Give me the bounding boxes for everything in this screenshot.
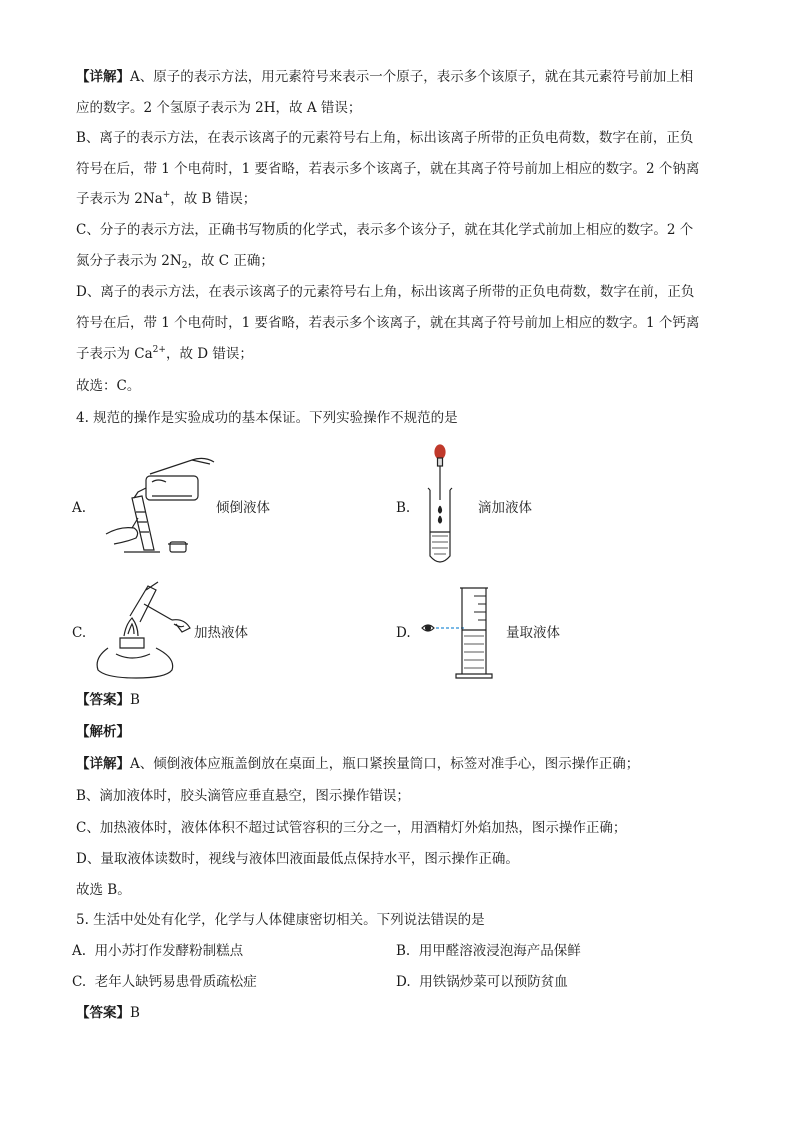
explanation-c-line2: 氮分子表示为 $2N_2$，故 C 正确； xyxy=(76,253,274,271)
explanation-b-line3: 子表示为 2Na+，故 B 错误； xyxy=(76,190,257,207)
heating-liquid-figure xyxy=(86,580,198,682)
q4-detail-d: D、量取液体读数时，视线与液体凹液面最低点保持水平，图示操作正确。 xyxy=(76,851,519,867)
measuring-liquid-figure xyxy=(416,586,500,682)
q4-detail-a: 【详解】A、倾倒液体应瓶盖倒放在桌面上，瓶口紧挨量筒口，标签对准手心，图示操作正确； xyxy=(76,756,640,772)
q5-option-d: D. 用铁锅炒菜可以预防贫血 xyxy=(396,974,568,990)
explanation-a-line1: 【详解】A、原子的表示方法，用元素符号来表示一个原子，表示多个该原子，就在其元素符号前加上相 xyxy=(76,69,694,85)
explanation-d-line1: D、离子的表示方法，在表示该离子的元素符号右上角，标出该离子所带的正负电荷数，数字在前，正负 xyxy=(76,284,695,300)
explanation-choice: 故选：C。 xyxy=(76,378,141,394)
q4-option-a-letter: A. xyxy=(72,500,87,516)
q4-answer: 【答案】B xyxy=(76,692,140,708)
q5-answer: 【答案】B xyxy=(76,1005,140,1021)
explanation-b-line2: 符号在后，带 1 个电荷时，1 要省略，若表示多个该离子，就在其离子符号前加上相应的数字。2 个钠离 xyxy=(76,161,700,177)
q4-option-b-letter: B. xyxy=(396,500,411,516)
q4-option-a-caption: 倾倒液体 xyxy=(216,500,270,516)
explanation-b-line1: B、离子的表示方法，在表示该离子的元素符号右上角，标出该离子所带的正负电荷数，数字在前，正负 xyxy=(76,130,694,146)
q4-choice: 故选 B。 xyxy=(76,882,131,898)
explanation-d-line3: 子表示为 $Ca^{2+}$，故 D 错误； xyxy=(76,345,253,362)
detail-tag: 【详解】 xyxy=(76,69,130,85)
q5-stem: 5. 生活中处处有化学，化学与人体健康密切相关。下列说法错误的是 xyxy=(76,912,485,928)
q4-analysis-tag: 【解析】 xyxy=(76,724,130,740)
q4-detail-c: C、加热液体时，液体体积不超过试管容积的三分之一，用酒精灯外焰加热，图示操作正确； xyxy=(76,820,627,836)
q4-option-d-caption: 量取液体 xyxy=(506,625,560,641)
explanation-c-line1: C、分子的表示方法，正确书写物质的化学式，表示多个该分子，就在其化学式前加上相应的数字。2 个 xyxy=(76,222,694,238)
q4-stem: 4. 规范的操作是实验成功的基本保证。下列实验操作不规范的是 xyxy=(76,410,458,426)
explanation-d-line2: 符号在后，带 1 个电荷时，1 要省略，若表示多个该离子，就在其离子符号前加上相应的数字。1 个钙离 xyxy=(76,315,700,331)
q5-option-b: B. 用甲醛溶液浸泡海产品保鲜 xyxy=(396,943,581,959)
q5-option-a: A. 用小苏打作发酵粉制糕点 xyxy=(72,943,244,959)
dropping-liquid-figure xyxy=(424,442,464,570)
q4-option-c-letter: C. xyxy=(72,625,87,641)
q5-option-c: C. 老年人缺钙易患骨质疏松症 xyxy=(72,974,257,990)
q4-option-c-caption: 加热液体 xyxy=(194,625,248,641)
q4-option-d-letter: D. xyxy=(396,625,411,641)
explanation-a-line2: 应的数字。2 个氢原子表示为 2H，故 A 错误； xyxy=(76,100,362,116)
pouring-liquid-figure xyxy=(92,452,222,562)
q4-option-b-caption: 滴加液体 xyxy=(478,500,532,516)
q4-detail-b: B、滴加液体时，胶头滴管应垂直悬空，图示操作错误； xyxy=(76,788,410,804)
